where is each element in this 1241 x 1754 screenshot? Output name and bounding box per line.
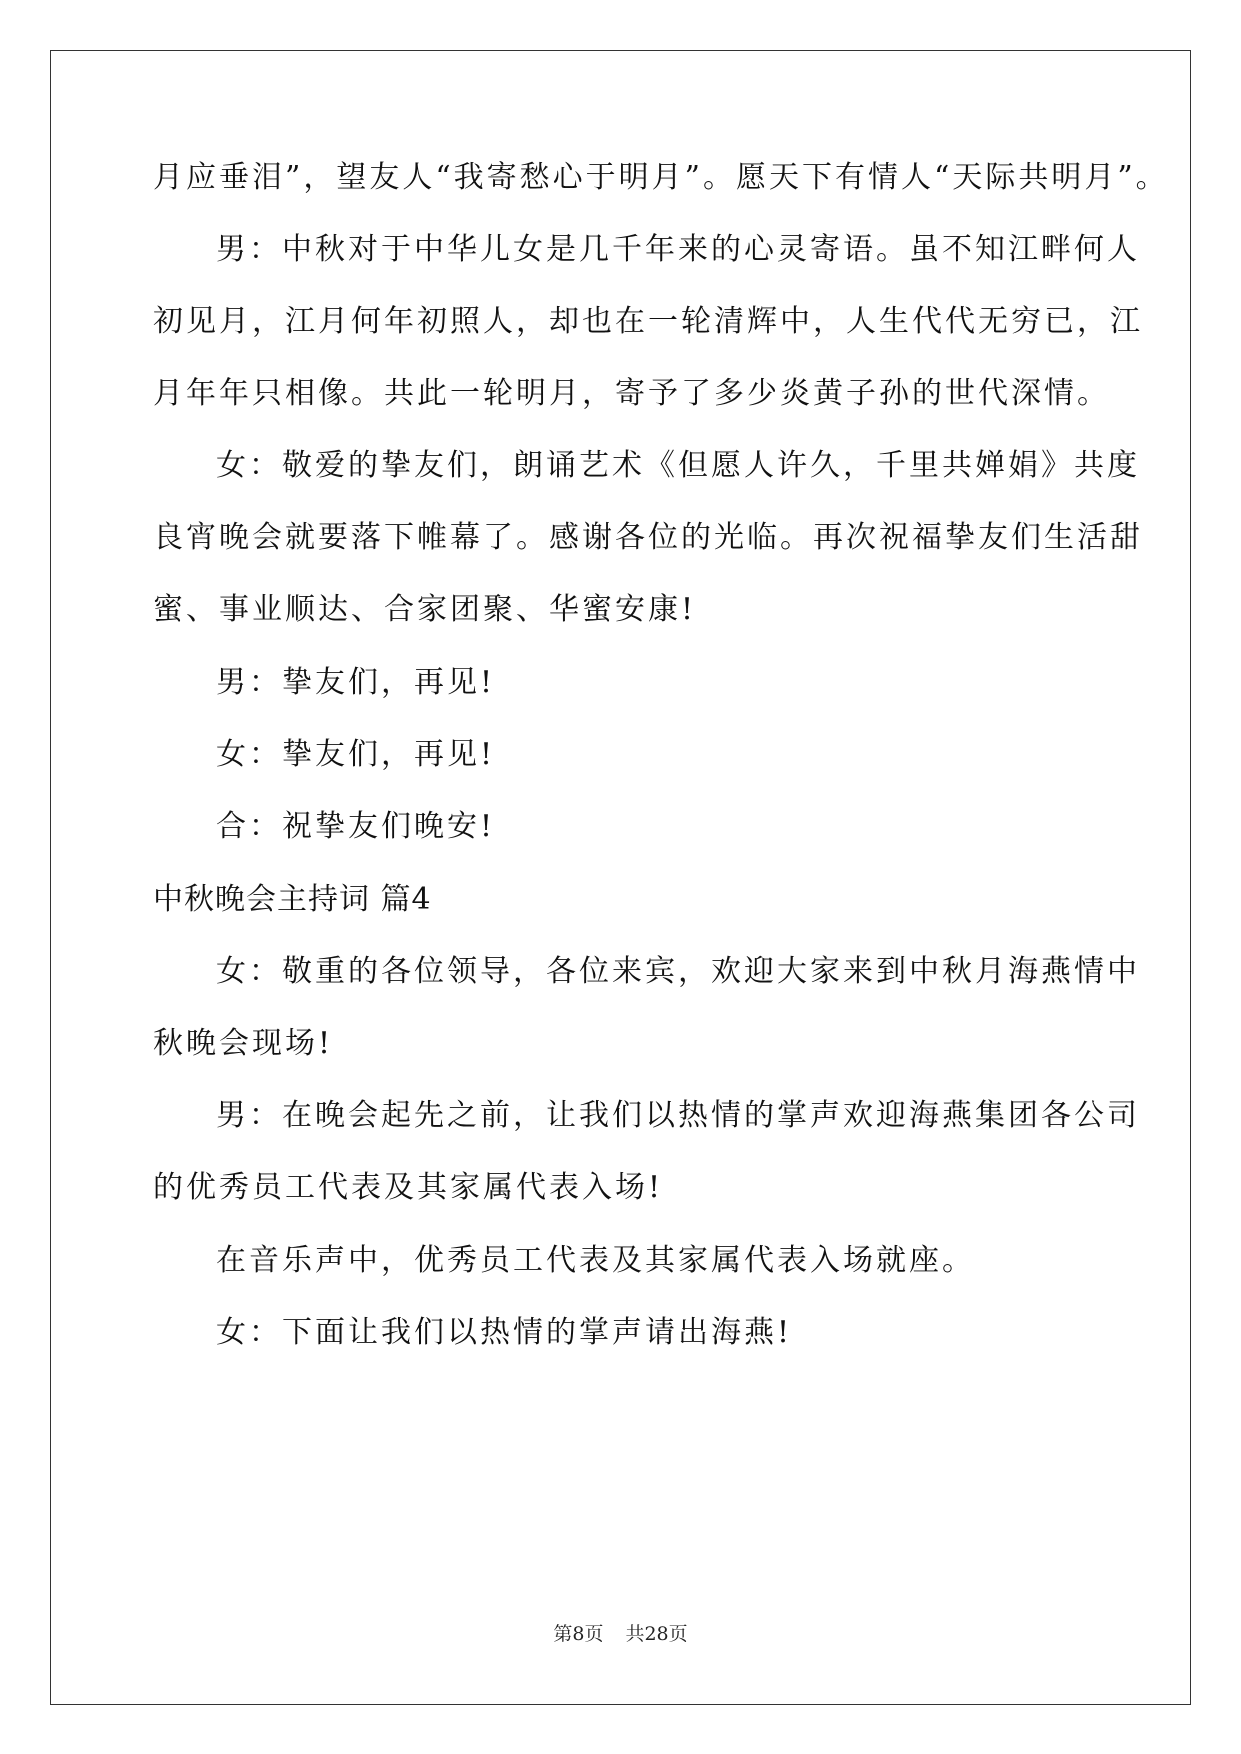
text-line: 女：敬爱的挚友们，朗诵艺术《但愿人许久，千里共婵娟》共度 <box>216 448 1140 483</box>
text-line: 女：挚友们，再见! <box>216 737 496 772</box>
text-line: 男：在晚会起先之前，让我们以热情的掌声欢迎海燕集团各公司 <box>216 1098 1140 1133</box>
text-line: 男：中秋对于中华儿女是几千年来的心灵寄语。虽不知江畔何人 <box>216 232 1140 267</box>
text-line: 女：敬重的各位领导，各位来宾，欢迎大家来到中秋月海燕情中 <box>216 954 1140 989</box>
text-line: 女：下面让我们以热情的掌声请出海燕! <box>216 1315 793 1350</box>
text-line: 的优秀员工代表及其家属代表入场! <box>153 1170 664 1205</box>
page-number: 第8页 <box>553 1623 604 1645</box>
section-heading: 中秋晚会主持词 篇4 <box>153 882 432 917</box>
text-line: 在音乐声中，优秀员工代表及其家属代表入场就座。 <box>216 1243 975 1278</box>
text-line: 蜜、事业顺达、合家团聚、华蜜安康! <box>153 592 697 627</box>
page-border <box>50 50 1191 1705</box>
page-footer <box>0 1622 1241 1646</box>
text-line: 月应垂泪”，望友人“我寄愁心于明月”。愿天下有情人“天际共明月”。 <box>153 160 1169 195</box>
page-total: 共28页 <box>625 1623 688 1645</box>
text-line: 合：祝挚友们晚安! <box>216 809 496 844</box>
text-line: 月年年只相像。共此一轮明月，寄予了多少炎黄子孙的世代深情。 <box>153 376 1110 411</box>
text-line: 秋晚会现场! <box>153 1026 334 1061</box>
text-line: 良宵晚会就要落下帷幕了。感谢各位的光临。再次祝福挚友们生活甜 <box>153 520 1143 555</box>
text-line: 男：挚友们，再见! <box>216 665 496 700</box>
text-line: 初见月，江月何年初照人，却也在一轮清辉中，人生代代无穷已，江 <box>153 304 1143 339</box>
